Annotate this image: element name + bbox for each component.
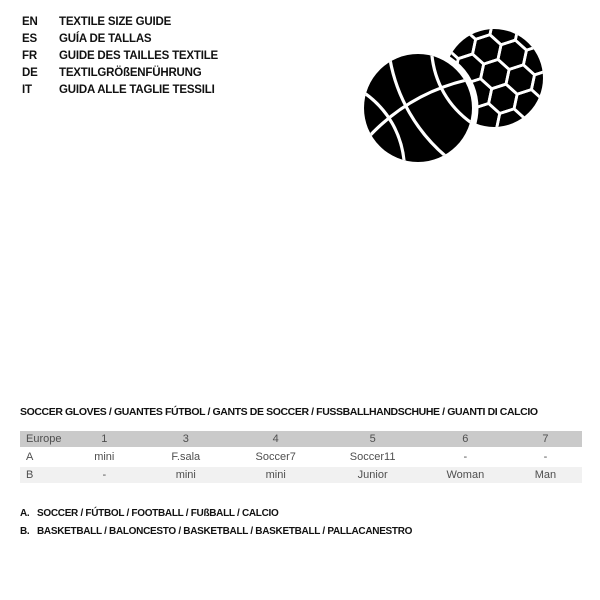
table-cell: - [102, 469, 107, 481]
language-row-it [22, 82, 218, 99]
language-label: TEXTILGRÖßENFÜHRUNG [59, 67, 202, 79]
legend-prefix: A. [20, 508, 30, 519]
table-header-cell: 7 [542, 433, 549, 445]
row-label: A [26, 451, 34, 463]
table-cell: mini [175, 469, 196, 481]
legend [20, 505, 412, 541]
table-cell: F.sala [171, 451, 201, 463]
language-code: IT [22, 84, 32, 96]
table-header-cell: 3 [182, 433, 189, 445]
section-title: SOCCER GLOVES / GUANTES FÚTBOL / GANTS DE SOCCER / FUSSBALLHANDSCHUHE / GUANTI DI CALCIO [20, 406, 538, 418]
language-row-de [22, 65, 218, 82]
table-cell: Junior [357, 469, 388, 481]
row-label: B [26, 469, 34, 481]
language-label: GUIDA ALLE TAGLIE TESSILI [59, 84, 215, 96]
legend-row-b [20, 523, 412, 541]
legend-text: SOCCER / FÚTBOL / FOOTBALL / FUßBALL / CALCIO [37, 508, 279, 519]
table-cell: - [543, 451, 548, 463]
legend-prefix: B. [20, 526, 30, 537]
language-label: TEXTILE SIZE GUIDE [59, 16, 172, 28]
language-label: GUIDE DES TAILLES TEXTILE [59, 50, 218, 62]
language-row-es [22, 31, 218, 48]
table-header-row [20, 431, 582, 447]
size-table-header [20, 431, 582, 447]
language-code: FR [22, 50, 37, 62]
table-cell: Soccer7 [255, 451, 296, 463]
language-code: EN [22, 16, 38, 28]
table-row-b [20, 467, 582, 483]
table-header-cell: 1 [101, 433, 108, 445]
table-cell: Soccer11 [349, 451, 396, 463]
table-header-cell: 5 [369, 433, 376, 445]
table-cell: Woman [446, 469, 485, 481]
table-cell: mini [265, 469, 286, 481]
language-label: GUÍA DE TALLAS [59, 33, 152, 45]
size-table [20, 429, 582, 485]
table-cell: Man [534, 469, 557, 481]
legend-text: BASKETBALL / BALONCESTO / BASKETBALL / BASKETBALL / PALLACANESTRO [37, 526, 413, 537]
table-row-a [20, 449, 582, 465]
language-code: DE [22, 67, 38, 79]
language-code: ES [22, 33, 37, 45]
table-cell: - [463, 451, 468, 463]
table-cell: mini [94, 451, 115, 463]
table-header-cell: 6 [462, 433, 469, 445]
language-list [22, 14, 218, 99]
language-row-en [22, 14, 218, 31]
language-row-fr [22, 48, 218, 65]
table-header-cell: 4 [272, 433, 279, 445]
table-header-cell: Europe [26, 433, 62, 445]
balls-icon [362, 24, 552, 170]
legend-row-a [20, 505, 412, 523]
